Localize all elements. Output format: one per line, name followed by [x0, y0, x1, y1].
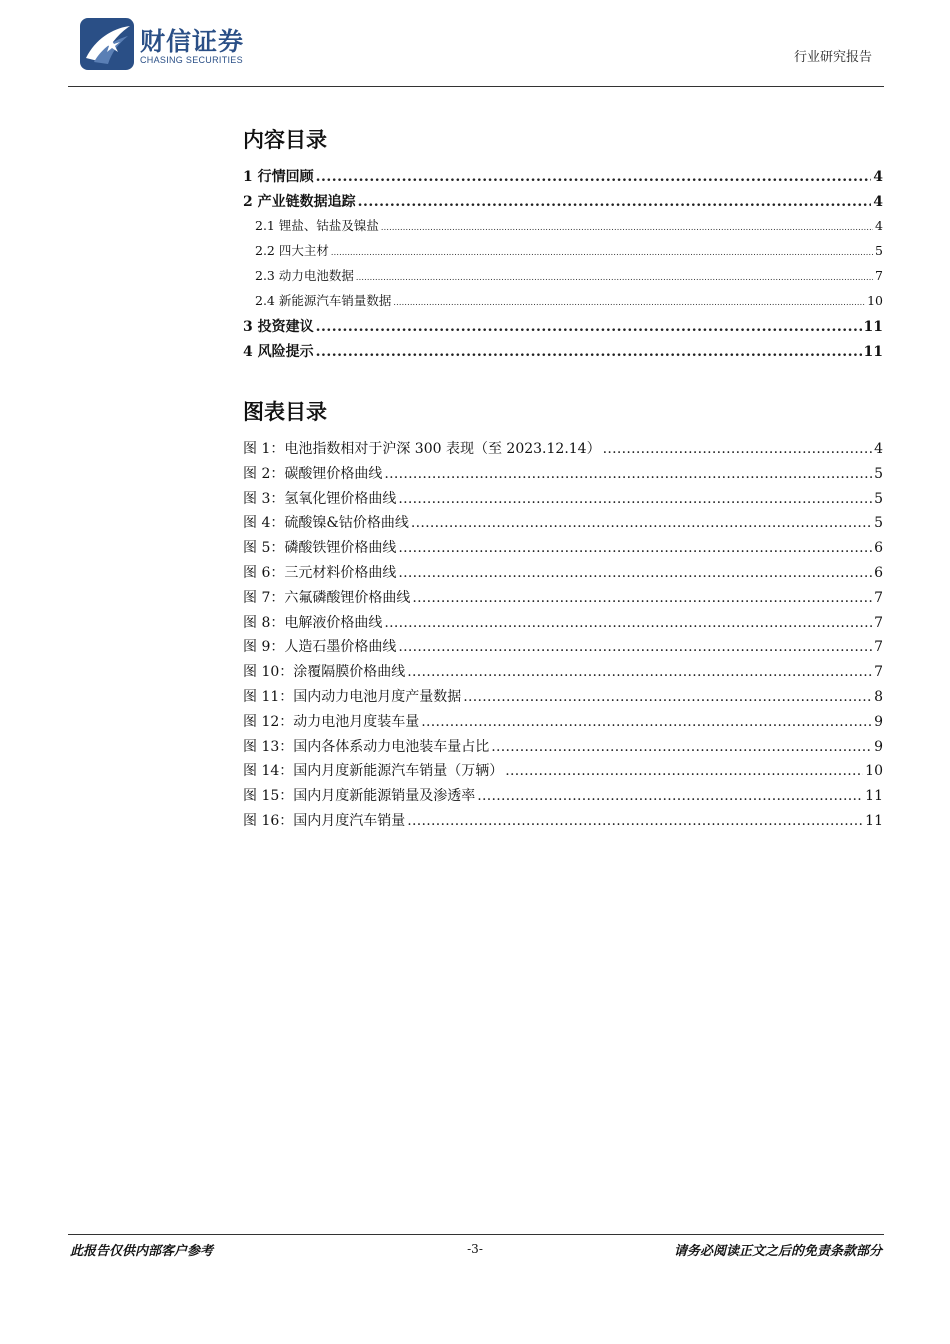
toc-leader-dots [331, 248, 873, 257]
figure-item-label: 图 13：国内各体系动力电池装车量占比 [243, 738, 490, 755]
figure-leader-dots [463, 689, 872, 705]
figure-item-label: 图 11：国内动力电池月度产量数据 [243, 688, 462, 705]
figure-item-page: 6 [874, 564, 883, 581]
toc-title: 内容目录 [243, 127, 327, 152]
figure-item-page: 7 [874, 664, 883, 681]
figure-leader-dots [491, 739, 872, 755]
figure-item-page: 7 [874, 589, 883, 606]
figure-item-page: 5 [874, 515, 883, 532]
footer-notice: 此报告仅供内部客户参考 [70, 1244, 214, 1259]
figure-item[interactable] [243, 488, 883, 513]
figure-item-page: 5 [874, 490, 883, 507]
figure-item-page: 10 [865, 763, 883, 780]
figure-item-page: 11 [865, 788, 883, 805]
figure-item-label: 图 9：人造石墨价格曲线 [243, 639, 397, 656]
logo-chinese-name: 财信证券 [140, 27, 245, 56]
figure-item[interactable] [243, 736, 883, 761]
figure-leader-dots [412, 590, 872, 606]
footer-divider [68, 1234, 884, 1235]
figure-list-title: 图表目录 [243, 399, 327, 424]
toc-item-page: 11 [863, 344, 883, 360]
company-logo [80, 18, 280, 70]
toc-item-page: 4 [873, 169, 883, 185]
figure-leader-dots [398, 540, 872, 556]
figure-leader-dots [407, 813, 863, 829]
toc-item[interactable] [243, 191, 883, 216]
figure-item-label: 图 4：硫酸镍&钴价格曲线 [243, 515, 409, 532]
figure-item-label: 图 2：碳酸锂价格曲线 [243, 465, 383, 482]
figure-item[interactable] [243, 810, 883, 835]
page-number: -3- [467, 1242, 483, 1256]
figure-leader-dots [398, 565, 872, 581]
toc-subitem[interactable] [243, 291, 883, 316]
figure-item-label: 图 6：三元材料价格曲线 [243, 564, 397, 581]
figure-item-label: 图 15：国内月度新能源销量及渗透率 [243, 788, 476, 805]
figure-leader-dots [411, 515, 872, 531]
figure-list [243, 438, 883, 835]
toc-list [243, 166, 883, 366]
figure-item-page: 7 [874, 614, 883, 631]
figure-item-label: 图 14：国内月度新能源汽车销量（万辆） [243, 763, 504, 780]
toc-item-label: 2.1 锂盐、钴盐及镍盐 [255, 218, 379, 233]
figure-item-page: 4 [874, 441, 883, 457]
figure-item[interactable] [243, 711, 883, 736]
figure-item[interactable] [243, 612, 883, 637]
toc-item-page: 5 [875, 243, 883, 258]
figure-item[interactable] [243, 760, 883, 785]
figure-item-page: 7 [874, 639, 883, 656]
toc-item-label: 2.4 新能源汽车销量数据 [255, 293, 392, 308]
figure-item-page: 9 [874, 713, 883, 730]
figure-item[interactable] [243, 661, 883, 686]
toc-item-page: 4 [875, 218, 883, 233]
figure-item-label: 图 5：磷酸铁锂价格曲线 [243, 540, 397, 557]
toc-leader-dots [393, 298, 865, 307]
toc-item-label: 2.2 四大主材 [255, 243, 329, 258]
toc-subitem[interactable] [243, 216, 883, 241]
figure-leader-dots [384, 615, 872, 631]
logo-emblem-icon [80, 18, 134, 70]
figure-leader-dots [407, 664, 872, 680]
figure-leader-dots [398, 491, 872, 507]
toc-item-label: 1 行情回顾 [243, 169, 314, 185]
figure-item[interactable] [243, 636, 883, 661]
toc-item[interactable] [243, 341, 883, 366]
toc-item[interactable] [243, 316, 883, 341]
toc-item-page: 10 [867, 293, 883, 308]
figure-item[interactable] [243, 463, 883, 488]
figure-item-label: 图 1：电池指数相对于沪深 300 表现（至 2023.12.14） [243, 441, 601, 457]
figure-item[interactable] [243, 785, 883, 810]
figure-leader-dots [421, 714, 872, 730]
figure-leader-dots [477, 788, 863, 804]
figure-item[interactable] [243, 562, 883, 587]
figure-item-label: 图 12：动力电池月度装车量 [243, 713, 420, 730]
toc-item-label: 3 投资建议 [243, 319, 314, 335]
figure-item-page: 5 [874, 465, 883, 482]
report-type-label: 行业研究报告 [793, 50, 872, 65]
footer-disclaimer: 请务必阅读正文之后的免责条款部分 [673, 1244, 882, 1259]
logo-english-name: CHASING SECURITIES [140, 55, 243, 65]
header-divider [68, 86, 884, 87]
toc-subitem[interactable] [243, 241, 883, 266]
figure-item[interactable] [243, 512, 883, 537]
figure-item-page: 6 [874, 540, 883, 557]
toc-leader-dots [381, 223, 873, 232]
figure-leader-dots [398, 639, 872, 655]
toc-item-label: 2 产业链数据追踪 [243, 194, 356, 210]
figure-item-label: 图 16：国内月度汽车销量 [243, 812, 406, 829]
figure-leader-dots [603, 441, 872, 457]
toc-item-label: 2.3 动力电池数据 [255, 268, 354, 283]
toc-item-page: 4 [873, 194, 883, 210]
figure-item-label: 图 3：氢氧化锂价格曲线 [243, 490, 397, 507]
figure-item-label: 图 10：涂覆隔膜价格曲线 [243, 664, 406, 681]
figure-item-label: 图 8：电解液价格曲线 [243, 614, 383, 631]
figure-leader-dots [384, 466, 872, 482]
figure-item-page: 11 [865, 812, 883, 829]
figure-item-page: 8 [874, 688, 883, 705]
toc-item-page: 7 [875, 268, 883, 283]
figure-item-label: 图 7：六氟磷酸锂价格曲线 [243, 589, 411, 606]
figure-item[interactable] [243, 438, 883, 463]
figure-leader-dots [505, 763, 863, 779]
figure-item[interactable] [243, 587, 883, 612]
toc-subitem[interactable] [243, 266, 883, 291]
figure-item-page: 9 [874, 738, 883, 755]
toc-item-page: 11 [863, 319, 883, 335]
figure-item[interactable] [243, 686, 883, 711]
toc-leader-dots [356, 273, 873, 282]
toc-leader-dots [316, 319, 862, 335]
toc-leader-dots [316, 169, 872, 185]
figure-item[interactable] [243, 537, 883, 562]
toc-leader-dots [358, 194, 872, 210]
toc-item[interactable] [243, 166, 883, 191]
toc-item-label: 4 风险提示 [243, 344, 314, 360]
toc-leader-dots [316, 344, 862, 360]
